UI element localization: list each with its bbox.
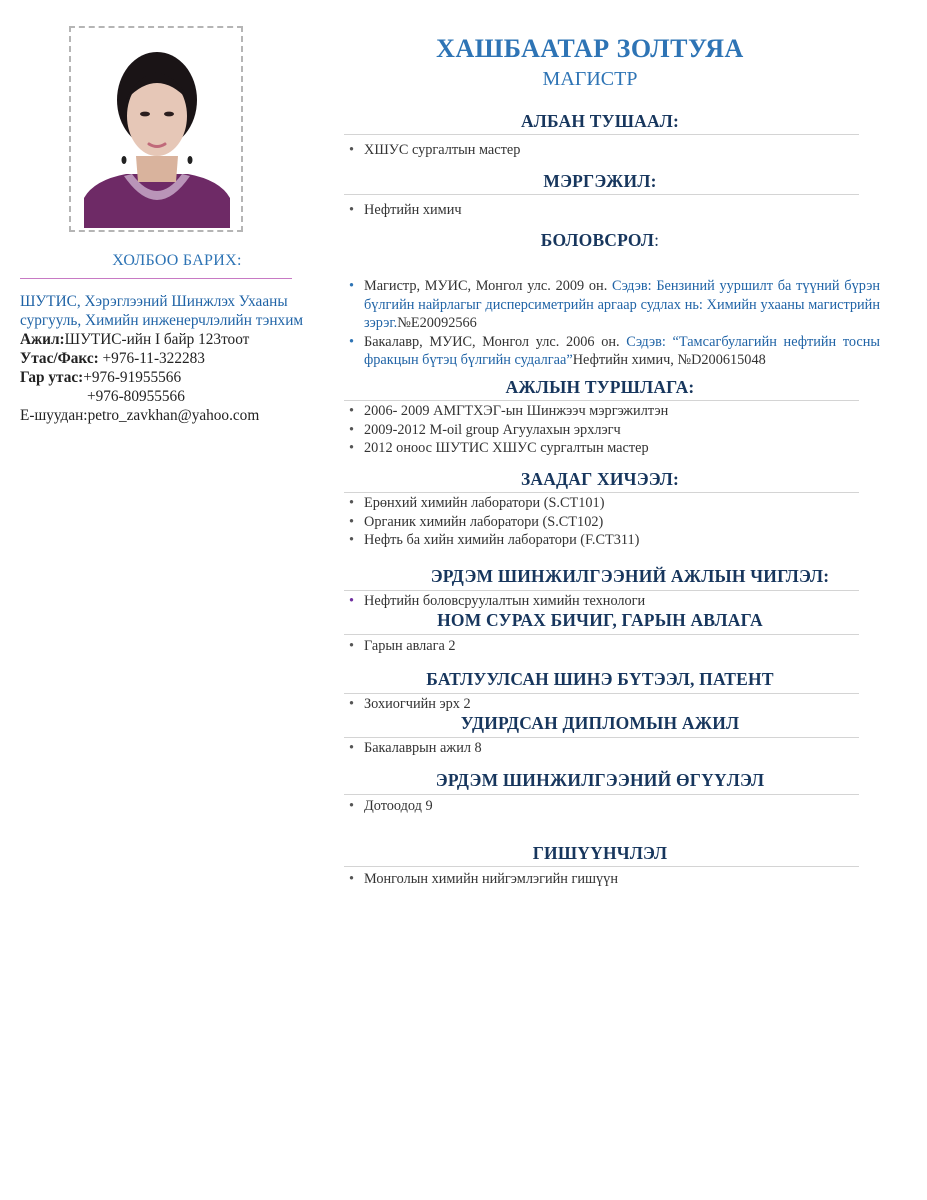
section-divider [344, 866, 859, 867]
list-item: • 2006- 2009 АМГТХЭГ-ын Шинжээч мэргэжилтэн [348, 402, 880, 421]
phone-value: +976-11-322283 [98, 350, 205, 367]
thesis-list [348, 739, 880, 758]
mobile-phone [20, 368, 320, 387]
profession-list [348, 201, 880, 220]
list-item: • ХШУС сургалтын мастер [348, 141, 880, 160]
mobile-value-1: +976-91955566 [83, 369, 182, 386]
email-label: E-шуудан: [20, 407, 88, 424]
section-title-books: НОМ СУРАХ БИЧИГ, ГАРЫН АВЛАГА [437, 610, 763, 630]
person-name: ХАШБААТАР ЗОЛТУЯА [436, 34, 744, 63]
email-value[interactable]: petro_zavkhan@yahoo.com [87, 407, 260, 424]
list-item: • Ерөнхий химийн лаборатори (S.CT101) [348, 494, 880, 513]
work-value: ШУТИС-ийн I байр 123тоот [64, 331, 250, 348]
list-item: • Магистр, МУИС, Монгол улс. 2009 он. Сэдэв: Бензиний ууршилт ба түүний бүрэн бүлгийн найрлагыг дисперсиметрийн аргаар судлах нь: Химийн ухааны магистрийн зэрэг.№E20092566 [348, 277, 880, 333]
person-degree: МАГИСТР [542, 68, 638, 90]
phone-fax [20, 349, 320, 368]
list-item: • Монголын химийн нийгэмлэгийн гишүүн [348, 870, 880, 889]
section-title-experience: АЖЛЫН ТУРШЛАГА: [505, 377, 695, 397]
section-divider [344, 693, 859, 694]
work-address [20, 330, 320, 349]
list-item: • Бакалаврын ажил 8 [348, 739, 880, 758]
contact-divider [20, 278, 292, 279]
section-title-research: ЭРДЭМ ШИНЖИЛГЭЭНИЙ АЖЛЫН ЧИГЛЭЛ: [430, 566, 830, 586]
list-item: • Нефтийн боловсруулалтын химийн технологи [348, 592, 880, 611]
patents-list [348, 695, 880, 714]
papers-list [348, 797, 880, 816]
section-title-profession: МЭРГЭЖИЛ: [543, 171, 657, 191]
list-item: • Бакалавр, МУИС, Монгол улс. 2006 он. Сэдэв: “Тамсагбулагийн нефтийн тосны фракцын бүтэц бүлгийн судалгаа”Нефтийн химич, №D200615048 [348, 333, 880, 370]
list-item: • Органик химийн лаборатори (S.CT102) [348, 513, 880, 532]
mobile-phone-2: +976-80955566 [87, 388, 185, 405]
work-label: Ажил: [20, 331, 65, 348]
list-item: • 2012 оноос ШУТИС ХШУС сургалтын мастер [348, 439, 880, 458]
section-divider [344, 194, 859, 195]
organization: ШУТИС, Хэрэглээний Шинжлэх Ухааны сургууль, Химийн инженерчлэлийн тэнхим [20, 293, 304, 329]
portrait-image [84, 48, 230, 228]
email [20, 406, 320, 425]
list-item: • Нефтийн химич [348, 201, 880, 220]
section-divider [344, 737, 859, 738]
phone-label: Утас/Факс: [20, 350, 99, 367]
membership-list [348, 870, 880, 889]
list-item: • Гарын авлага 2 [348, 637, 880, 656]
section-title-position: АЛБАН ТУШААЛ: [520, 111, 680, 131]
contact-heading: ХОЛБОО БАРИХ: [112, 252, 242, 269]
section-divider [344, 634, 859, 635]
contact-block [20, 292, 320, 425]
list-item: • Нефть ба хийн химийн лаборатори (F.CT311) [348, 531, 880, 550]
list-item: • Зохиогчийн эрх 2 [348, 695, 880, 714]
research-list [348, 592, 880, 611]
section-title-courses: ЗААДАГ ХИЧЭЭЛ: [520, 469, 680, 489]
experience-list [348, 402, 880, 458]
section-divider [344, 400, 859, 401]
list-item: • Дотоодод 9 [348, 797, 880, 816]
section-title-education: БОЛОВСРОЛ: [540, 230, 660, 250]
section-divider [344, 134, 859, 135]
profile-photo [69, 26, 243, 232]
section-divider [344, 590, 859, 591]
courses-list [348, 494, 880, 550]
position-list [348, 141, 880, 160]
books-list [348, 637, 880, 656]
section-title-patents: БАТЛУУЛСАН ШИНЭ БҮТЭЭЛ, ПАТЕНТ [426, 669, 774, 689]
section-divider [344, 794, 859, 795]
list-item: • 2009-2012 M-oil group Агуулахын эрхлэгч [348, 421, 880, 440]
section-title-thesis: УДИРДСАН ДИПЛОМЫН АЖИЛ [460, 713, 740, 733]
section-title-papers: ЭРДЭМ ШИНЖИЛГЭЭНИЙ ӨГҮҮЛЭЛ [435, 770, 765, 790]
section-title-membership: ГИШҮҮНЧЛЭЛ [532, 843, 668, 863]
mobile-label: Гар утас: [20, 369, 84, 386]
education-list [348, 277, 880, 370]
section-divider [344, 492, 859, 493]
